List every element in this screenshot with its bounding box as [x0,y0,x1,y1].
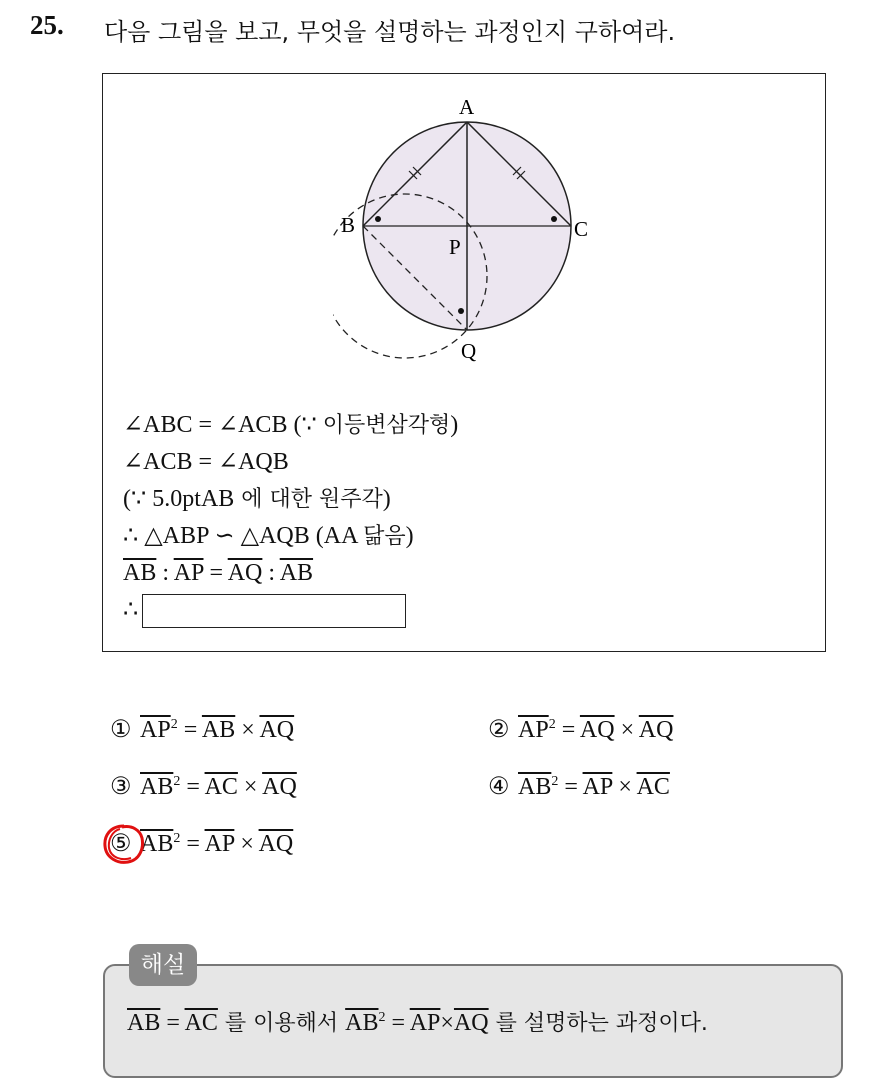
label-c: C [574,217,589,241]
step-4: ∴ △ABP ∽ △AQB (AA 닮음) [123,523,414,549]
label-a: A [459,95,475,119]
figure-box [102,73,826,652]
proof-steps [123,407,458,629]
label-b: B [341,213,356,237]
label-p: P [449,235,461,259]
choice-3[interactable]: ③ $\overline{AB}^2 = \overline{AC} \times \overline{AQ}$ [110,774,297,800]
circle-diagram [333,94,623,404]
choice-4[interactable]: ④ $\overline{AB}^2 = \overline{AP} \times \overline{AC}$ [488,774,670,800]
choice-5[interactable]: ⑤ $\overline{AB}^2 = \overline{AP} \times \overline{AQ}$ [110,831,294,857]
choice-1[interactable]: ① $\overline{AP}^2 = \overline{AB} \times \overline{AQ}$ [110,717,295,743]
solution-text: $\overline{AB} = \overline{AC}$ 를 이용해서 $\overline{AB}^2 = \overline{AP}\times\overline{AQ}$ 를 설명하는 과정이다. [127,1010,708,1036]
step-6: ∴ [123,592,458,629]
answer-blank [142,594,406,628]
answer-circle-mark [100,820,148,868]
step-2: ∠ACB = ∠AQB [123,449,289,475]
solution-box [103,964,843,1078]
label-q: Q [461,339,477,363]
solution-tag: 해설 [129,944,197,986]
angle-dot-b [375,216,381,222]
step-3: (∵ 5.0ptAB 에 대한 원주각) [123,486,391,512]
angle-dot-c [551,216,557,222]
step-1: ∠ABC = ∠ACB (∵ 이등변삼각형) [123,412,459,438]
step-5: $\overline{AB}$ : $\overline{AP} = \overline{AQ}$ : $\overline{AB}$ [123,560,314,586]
question-number: 25. [30,10,64,40]
question-text: 다음 그림을 보고, 무엇을 설명하는 과정인지 구하여라. [104,18,676,46]
angle-dot-q [458,308,464,314]
choice-2[interactable]: ② $\overline{AP}^2 = \overline{AQ} \times \overline{AQ}$ [488,717,674,743]
